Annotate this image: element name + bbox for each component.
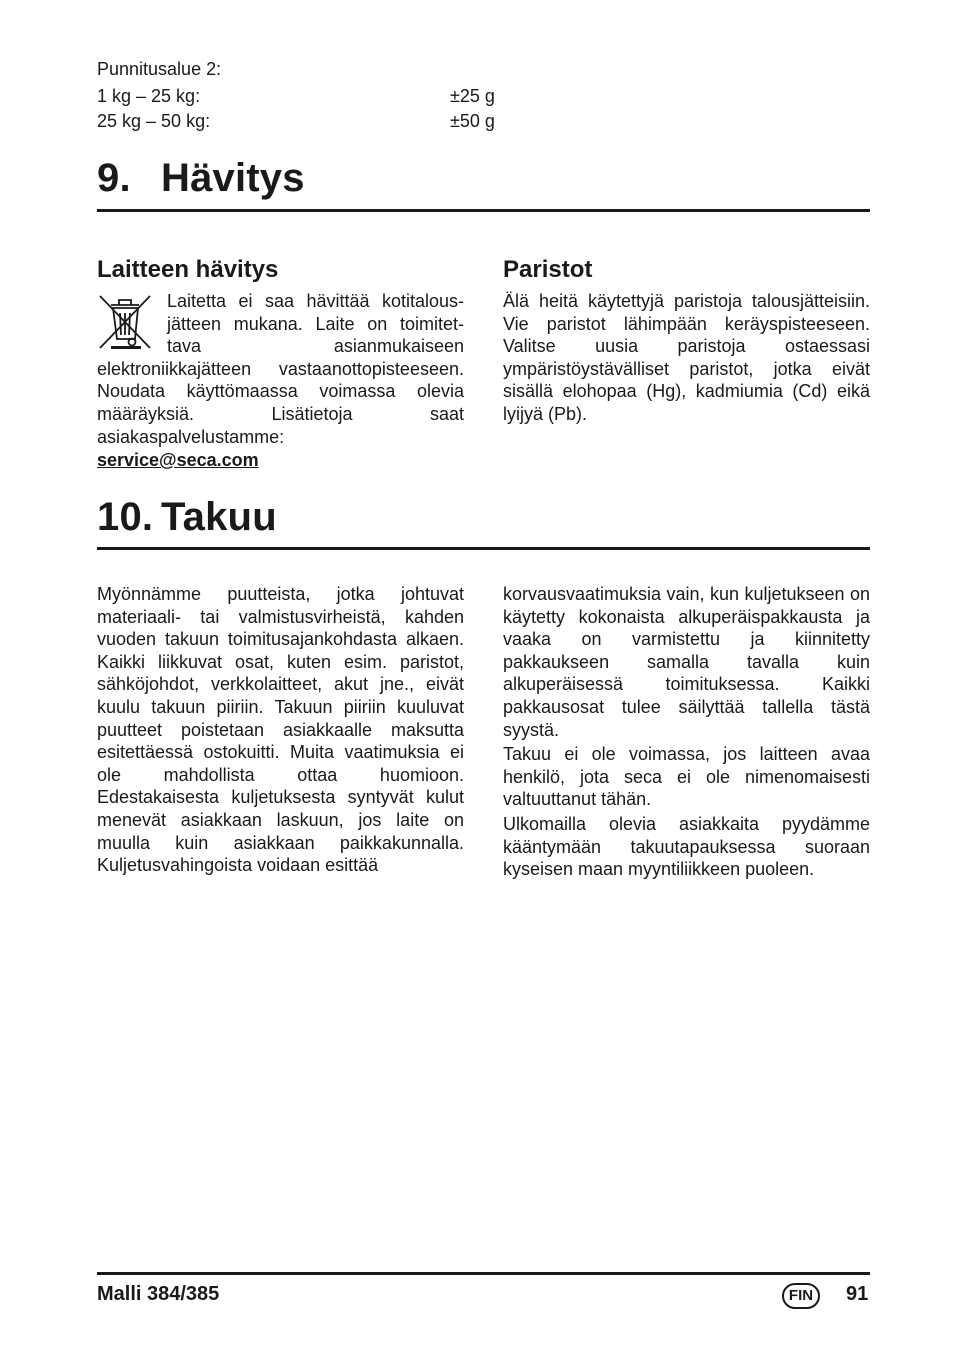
spec-tolerance: ±50 g [450,111,495,131]
section-number: 10. [97,495,154,539]
warranty-right-block [503,583,870,881]
section-title: Hävitys [161,156,305,200]
language-badge: FIN [782,1283,820,1309]
disposal-line: tava asianmukaiseen [167,336,464,357]
footer-model: Malli 384/385 [97,1283,220,1305]
disposal-text: elektroniikkajätteen vastaanottopisteeseen. Noudata käyttömaassa voimassa olevia määräyksiä. Lisätietoja saat asiakaspalvelustamme: [97,358,464,447]
disposal-heading: Laitteen hävitys [97,256,279,283]
warranty-paragraph: Takuu ei ole voimassa, jos laitteen avaa henkilö, jota seca ei ole nimenomaisesti valtuuttanut tähän. [503,744,870,810]
disposal-text-block [97,290,464,472]
spec-range: 1 kg – 25 kg: [97,86,201,106]
spec-row [97,109,507,133]
spec-tolerance: ±25 g [450,86,495,106]
section-10-rule [97,547,870,550]
batteries-heading: Paristot [503,256,593,283]
section-number: 9. [97,156,131,200]
warranty-left-text: Myönnämme puutteista, jotka johtuvat materiaali- tai valmistusvirheistä, kahden vuoden takuun toimitusajankohdasta alkaen. Kaikki liikkuvat osat, kuten esim. paristot, sähköjohdot, verkkolaitteet, akut jne., eivät kuulu takuun piiriin. Takuun piiriin kuuluvat puutteet poistetaan asiakkaalle maksutta esitettäessä ostokuitti. Muita vaatimuksia ei ole mahdollista ottaa huomioon. Edestakaisesta kuljetuksesta syntyvät kulut menevät asiakkaan laskuun, jos laite on muulla kuin asiakkaan paikkakunnalla. Kuljetusvahingoista voidaan esittää [97,584,464,876]
footer-rule [97,1272,870,1275]
service-email-link[interactable]: service@seca.com [97,450,259,471]
spec-heading: Punnitusalue 2: [97,59,222,79]
warranty-paragraph: Ulkomailla olevia asiakkaita pyydämme kääntymään takuutapauksessa suoraan kyseisen maan myyntiliikkeen puoleen. [503,813,870,880]
section-10-heading [97,495,277,540]
warranty-paragraph: korvausvaatimuksia vain, kun kuljetukseen on käytetty kokonaista alkuperäispakkausta ja vaaka on varmistettu ja kiinnitetty pakkaukseen samalla tavalla kuin alkuperäisessä toimituksessa. Kaikki pakkausosat tulee säilyttää tallella tästä syystä. [503,584,870,740]
spec-range: 25 kg – 50 kg: [97,111,211,131]
disposal-line: jätteen mukana. Laite on toimitet- [167,313,464,334]
batteries-text: Älä heitä käytettyjä paristoja talousjätteisiin. Vie paristot lähimpään keräyspisteeseen. Valitse uusia paristoja ostaessasi ympäristöystävälliset paristot, jotka eivät sisällä elohopaa (Hg), kadmiumia (Cd) eikä lyijyä (Pb). [503,291,870,424]
section-9-heading [97,156,305,201]
section-9-rule [97,209,870,212]
disposal-beside-icon [167,290,464,358]
disposal-line: Laitetta ei saa hävittää kotitalous- [167,291,464,311]
spec-row [97,84,507,108]
page-number: 91 [846,1283,869,1305]
section-title: Takuu [161,495,277,539]
